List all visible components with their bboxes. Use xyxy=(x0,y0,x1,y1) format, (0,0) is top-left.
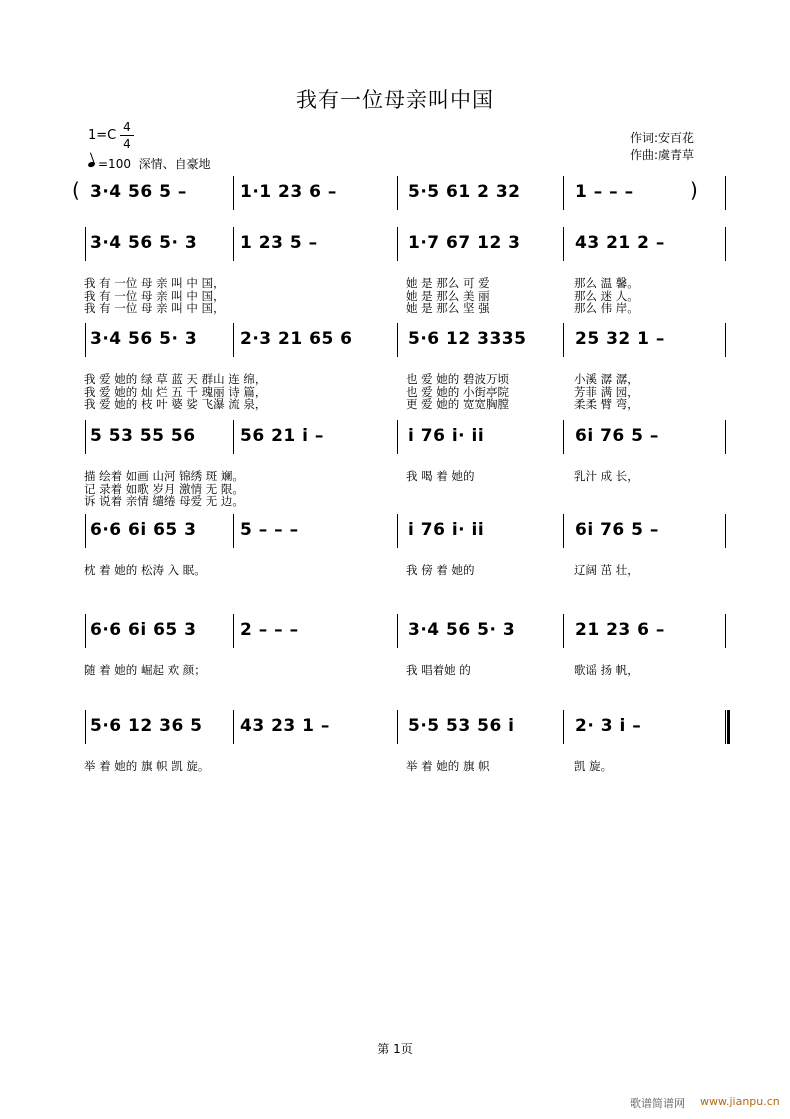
measure-notes: 1·7 67 12 3 xyxy=(408,233,521,253)
key-signature: 1=C xyxy=(88,128,117,143)
lyric-line: 我 爱 她的 绿 草 蓝 天 群山 连 绵， xyxy=(84,372,267,386)
measure-notes: 25 32 1 – xyxy=(575,329,665,349)
measure-notes: 3·4 56 5· 3 xyxy=(408,620,516,640)
measure-notes: 3·4 56 5· 3 xyxy=(90,329,198,349)
measure-notes: 5·6 12 36 5 xyxy=(90,716,203,736)
lyric-line: 更 爱 她的 宽宽胸膛 xyxy=(406,397,509,411)
lyric-line: 也 爱 她的 小街亭院 xyxy=(406,384,509,399)
lyric-line: 随 着 她的 崛起 欢 颜； xyxy=(84,663,206,677)
time-signature xyxy=(120,120,134,151)
barline xyxy=(233,323,234,357)
barline xyxy=(233,614,234,648)
barline xyxy=(725,514,726,548)
lyricist-credit: 作词:安百花 xyxy=(630,131,695,145)
measure-notes: 5·5 61 2 32 xyxy=(408,182,521,202)
measure-notes: i 76 i· ii xyxy=(408,426,485,446)
lyric-line: 枕 着 她的 松涛 入 眠。 xyxy=(84,563,206,577)
lyric-line: 我 有 一位 母 亲 叫 中 国， xyxy=(84,301,225,315)
lyric-line: 小溪 潺 潺， xyxy=(574,372,639,386)
lyric-line: 记 录着 如歌 岁月 激情 无 限。 xyxy=(84,481,244,496)
barline xyxy=(397,227,398,261)
measure-notes: 1 23 5 – xyxy=(240,233,318,253)
composer-credit: 作曲:虞青草 xyxy=(630,148,695,162)
lyric-line: 那么 温 馨。 xyxy=(574,276,639,290)
watermark-url: www.jianpu.cn xyxy=(700,1095,780,1108)
barline xyxy=(233,514,234,548)
measure-notes: 6i 76 5 – xyxy=(575,520,659,540)
barline xyxy=(85,227,86,261)
quarter-note-icon xyxy=(87,161,95,168)
measure-notes: 2· 3 i – xyxy=(575,716,642,736)
repeat-paren-close: ) xyxy=(690,178,698,202)
measure-notes: 6·6 6i 65 3 xyxy=(90,620,197,640)
time-sig-denominator: 4 xyxy=(123,137,131,151)
lyric-line: 我 傍 着 她的 xyxy=(406,563,475,577)
barline xyxy=(85,710,86,744)
barline xyxy=(563,710,564,744)
measure-notes: 43 21 2 – xyxy=(575,233,665,253)
lyric-line: 歌谣 扬 帆， xyxy=(574,663,639,677)
barline xyxy=(563,323,564,357)
watermark-chinese: 歌谱简谱网 xyxy=(630,1097,685,1110)
lyric-line: 诉 说着 亲情 缱绻 母爱 无 边。 xyxy=(84,494,244,508)
measure-notes: 5·5 53 56 i xyxy=(408,716,515,736)
barline xyxy=(563,514,564,548)
measure-notes: 43 23 1 – xyxy=(240,716,330,736)
lyric-line: 她 是 那么 可 爱 xyxy=(406,276,490,290)
measure-notes: 3·4 56 5· 3 xyxy=(90,233,198,253)
lyric-line: 她 是 那么 坚 强 xyxy=(406,301,490,315)
lyric-line: 我 爱 她的 枝 叶 婆 娑 飞瀑 流 泉， xyxy=(84,397,267,411)
tempo-value: =100 xyxy=(98,157,131,171)
barline xyxy=(725,227,726,261)
measure-notes: 6·6 6i 65 3 xyxy=(90,520,197,540)
page-number: 第 1页 xyxy=(377,1042,413,1056)
barline xyxy=(563,420,564,454)
lyric-line: 举 着 她的 旗 帜 xyxy=(406,759,490,773)
lyric-line: 凯 旋。 xyxy=(574,759,613,773)
lyric-line: 我 唱着她 的 xyxy=(406,663,471,677)
measure-notes: i 76 i· ii xyxy=(408,520,485,540)
tempo-marking xyxy=(88,155,211,172)
barline xyxy=(85,614,86,648)
barline xyxy=(563,227,564,261)
final-barline xyxy=(727,710,730,744)
measure-notes: 2·3 21 65 6 xyxy=(240,329,353,349)
barline xyxy=(233,710,234,744)
measure-notes: 5·6 12 3335 xyxy=(408,329,527,349)
lyric-line: 也 爱 她的 碧波万顷 xyxy=(406,372,509,386)
barline xyxy=(233,176,234,210)
barline xyxy=(85,514,86,548)
lyric-line: 芳菲 满 园， xyxy=(574,384,639,399)
lyric-line: 我 有 一位 母 亲 叫 中 国， xyxy=(84,288,225,303)
lyric-line: 举 着 她的 旗 帜 凯 旋。 xyxy=(84,759,210,773)
measure-notes: 5 – – – xyxy=(240,520,299,540)
measure-notes: 21 23 6 – xyxy=(575,620,665,640)
measure-notes: 2 – – – xyxy=(240,620,299,640)
measure-notes: 5 53 55 56 xyxy=(90,426,196,446)
barline xyxy=(563,176,564,210)
barline xyxy=(397,323,398,357)
lyric-line: 柔柔 臂 弯， xyxy=(574,397,639,411)
barline xyxy=(397,710,398,744)
lyric-line: 她 是 那么 美 丽 xyxy=(406,288,490,303)
barline xyxy=(725,420,726,454)
barline xyxy=(397,614,398,648)
lyric-line: 我 爱 她的 灿 烂 五 千 瑰丽 诗 篇， xyxy=(84,384,267,399)
barline xyxy=(397,420,398,454)
lyric-line: 辽阔 茁 壮， xyxy=(574,563,639,577)
barline xyxy=(725,176,726,210)
repeat-paren-open: ( xyxy=(72,178,80,202)
barline xyxy=(725,614,726,648)
barline xyxy=(85,420,86,454)
measure-notes: 1·1 23 6 – xyxy=(240,182,337,202)
barline xyxy=(397,176,398,210)
barline xyxy=(725,710,726,744)
measure-notes: 6i 76 5 – xyxy=(575,426,659,446)
measure-notes: 1 – – – xyxy=(575,182,634,202)
lyric-line: 我 喝 着 她的 xyxy=(406,469,475,483)
lyric-line: 描 绘着 如画 山河 锦绣 斑 斓。 xyxy=(84,469,244,483)
song-title: 我有一位母亲叫中国 xyxy=(296,88,494,112)
barline xyxy=(397,514,398,548)
barline xyxy=(725,323,726,357)
time-sig-numerator: 4 xyxy=(123,120,131,134)
measure-notes: 3·4 56 5 – xyxy=(90,182,187,202)
barline xyxy=(563,614,564,648)
barline xyxy=(85,323,86,357)
measure-notes: 56 21 i – xyxy=(240,426,324,446)
lyric-line: 那么 伟 岸。 xyxy=(574,301,639,315)
expression-mark: 深情、自豪地 xyxy=(138,157,211,171)
barline xyxy=(233,420,234,454)
lyric-line: 我 有 一位 母 亲 叫 中 国， xyxy=(84,276,225,290)
barline xyxy=(233,227,234,261)
lyric-line: 那么 迷 人。 xyxy=(574,288,639,303)
lyric-line: 乳汁 成 长， xyxy=(574,469,639,483)
